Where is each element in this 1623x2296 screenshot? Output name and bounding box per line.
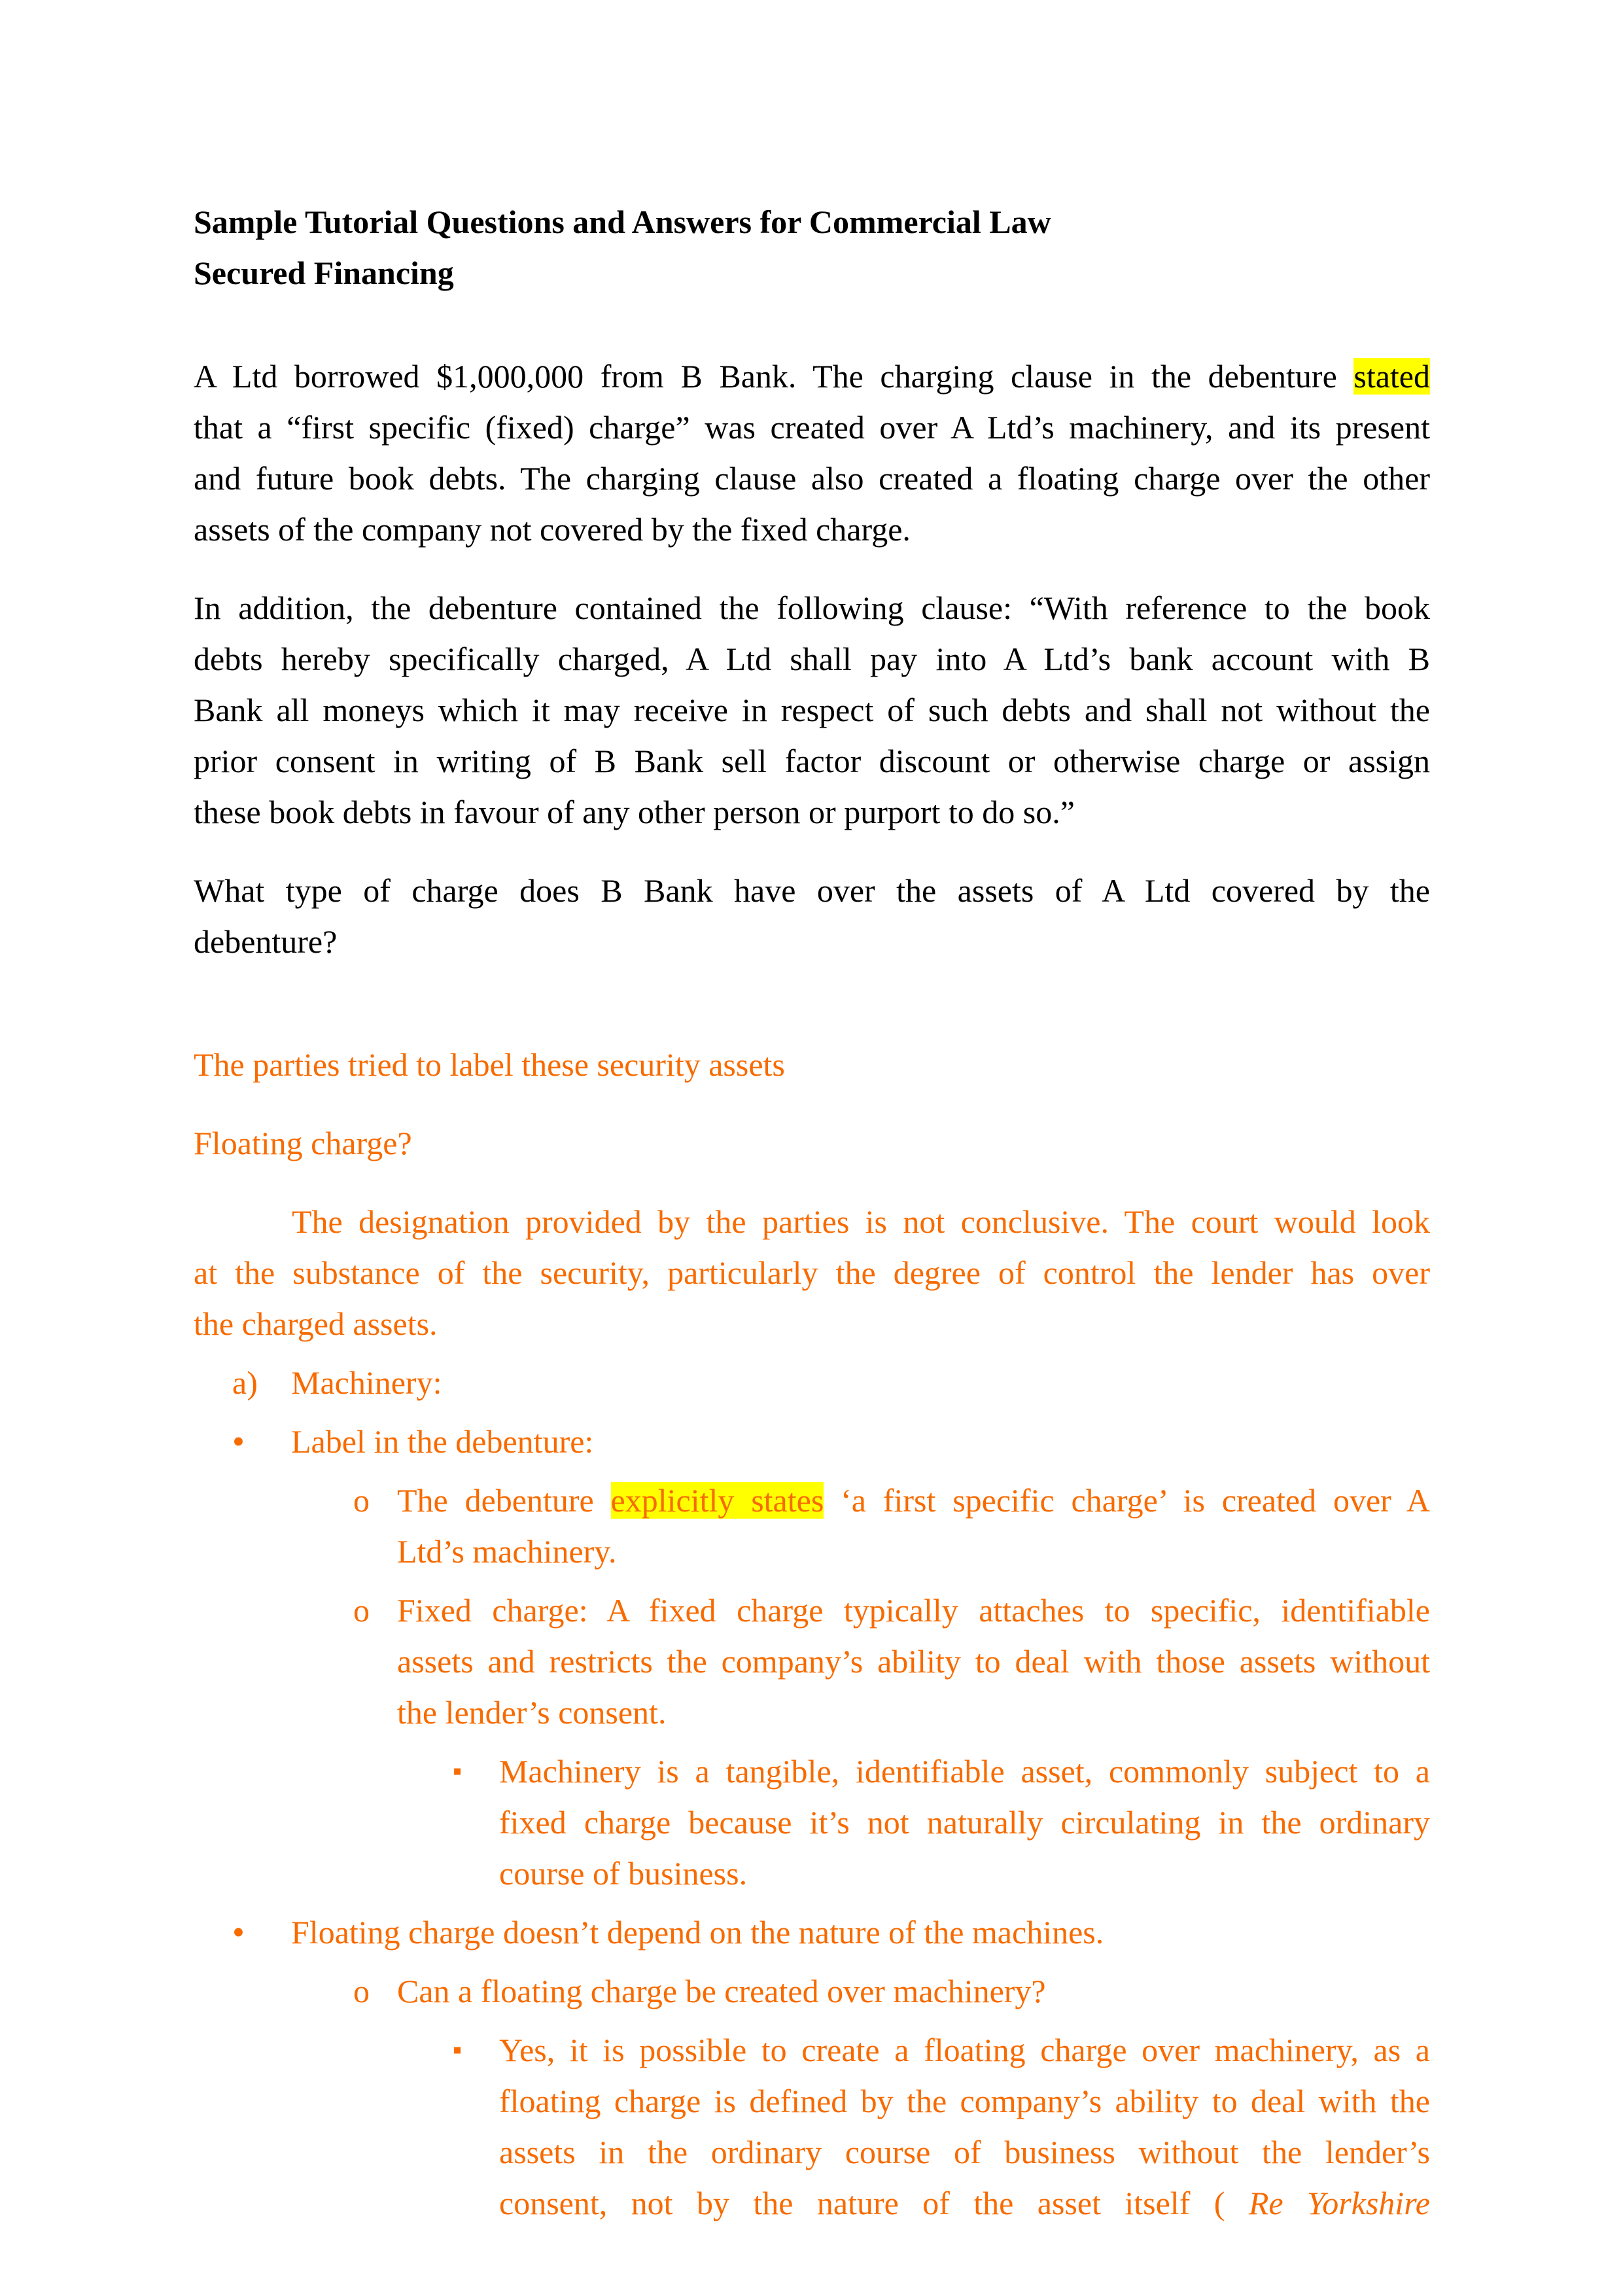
text-line: Label in the debenture: — [291, 1423, 594, 1460]
text-line: Bank all moneys which it may receive in respect of such debts and shall not without the — [194, 692, 1430, 728]
text-line: Yes, it is possible to create a floating charge over machinery, as a — [499, 2032, 1430, 2068]
text-line: Can a floating charge be created over machinery? — [397, 1973, 1046, 2009]
circle-bullet-icon: o — [353, 1973, 370, 2009]
text-line: debenture? — [194, 923, 338, 960]
list-item — [194, 1907, 1430, 1958]
text-line: What type of charge does B Bank have over the assets of A Ltd covered by the — [194, 872, 1430, 909]
bullet-icon: • — [232, 1422, 245, 1461]
text-line: Floating charge doesn’t depend on the nature of the machines. — [291, 1914, 1104, 1951]
text-line: Fixed charge: A fixed charge typically attaches to specific, identifiable — [397, 1592, 1430, 1629]
list-marker-letter: a) — [232, 1364, 258, 1401]
text-line: that a “first specific (fixed) charge” was created over A Ltd’s machinery, and its present — [194, 409, 1430, 446]
text-line: fixed charge because it’s not naturally circulating in the ordinary — [499, 1804, 1430, 1841]
document-title-line1: Sample Tutorial Questions and Answers for Commercial Law — [194, 203, 1051, 240]
text-line: these book debts in favour of any other person or purport to do so.” — [194, 794, 1075, 830]
text-line: Ltd’s machinery. — [397, 1533, 617, 1570]
text-line: floating charge is defined by the company’s ability to deal with the — [499, 2083, 1430, 2119]
paragraph — [194, 582, 1430, 838]
text-line: A Ltd borrowed $1,000,000 from B Bank. The charging clause in the debenture stated — [194, 358, 1430, 395]
document-title — [194, 196, 1430, 298]
text-line: The designation provided by the parties is not conclusive. The court would look — [292, 1203, 1430, 1240]
document-title-line2: Secured Financing — [194, 255, 454, 291]
text-line: assets in the ordinary course of business without the lender’s — [499, 2134, 1430, 2170]
text-line: Machinery: — [291, 1364, 442, 1401]
list-item — [194, 2024, 1430, 2229]
text-line: The debenture explicitly states ‘a first specific charge’ is created over A — [397, 1482, 1430, 1519]
list-item — [194, 1966, 1430, 2017]
circle-bullet-icon: o — [353, 1592, 370, 1629]
list-item — [194, 1416, 1430, 1467]
document-body — [194, 351, 1430, 2229]
paragraph — [194, 1039, 1430, 1090]
text-line: assets of the company not covered by the fixed charge. — [194, 511, 911, 548]
text-line: In addition, the debenture contained the following clause: “With reference to the book — [194, 590, 1430, 626]
square-bullet-icon: ▪ — [453, 2035, 462, 2064]
text-line: prior consent in writing of B Bank sell factor discount or otherwise charge or assign — [194, 743, 1430, 779]
highlighted-text: explicitly states — [610, 1482, 824, 1519]
highlighted-text: stated — [1353, 358, 1430, 395]
list-item — [194, 1585, 1430, 1738]
list-item — [194, 1746, 1430, 1899]
text-line: assets and restricts the company’s ability to deal with those assets without — [397, 1643, 1430, 1680]
square-bullet-icon: ▪ — [453, 1756, 462, 1786]
paragraph — [194, 1118, 1430, 1169]
text-line: course of business. — [499, 1855, 748, 1892]
bullet-icon: • — [232, 1913, 245, 1952]
text-line: the lender’s consent. — [397, 1694, 667, 1731]
list-item — [194, 1475, 1430, 1577]
text-line: and future book debts. The charging clause also created a floating charge over the other — [194, 460, 1430, 497]
text-line: the charged assets. — [194, 1305, 438, 1342]
list-item — [194, 1357, 1430, 1408]
paragraph — [194, 1196, 1430, 1349]
text-line: Machinery is a tangible, identifiable asset, commonly subject to a — [499, 1753, 1430, 1790]
paragraph — [194, 865, 1430, 967]
paragraph — [194, 351, 1430, 555]
text-line: debts hereby specifically charged, A Ltd shall pay into A Ltd’s bank account with B — [194, 641, 1430, 677]
text-line: Floating charge? — [194, 1125, 412, 1161]
text-line: consent, not by the nature of the asset itself ( Re Yorkshire — [499, 2185, 1430, 2221]
text-line: at the substance of the security, particularly the degree of control the lender has over — [194, 1254, 1430, 1291]
circle-bullet-icon: o — [353, 1482, 370, 1519]
text-line: The parties tried to label these security assets — [194, 1046, 785, 1083]
